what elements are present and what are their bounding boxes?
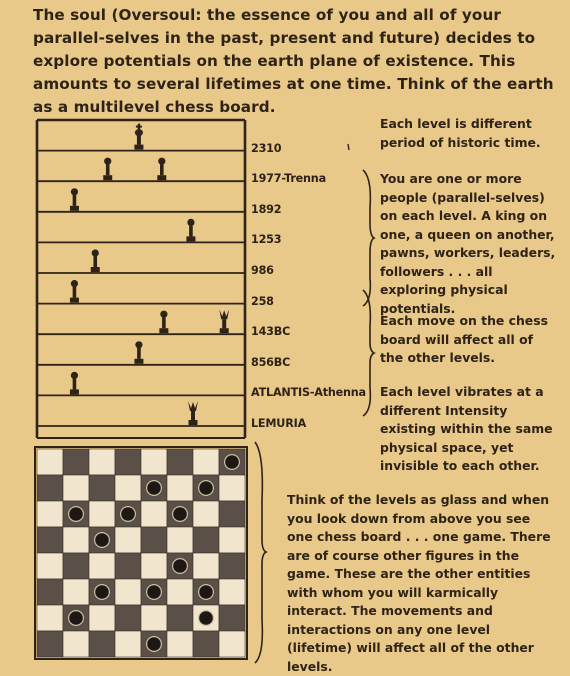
light-square [37, 449, 63, 475]
checker-piece [173, 559, 188, 574]
checker-piece [173, 507, 188, 522]
pawn-piece [134, 341, 143, 364]
dark-square [115, 449, 141, 475]
light-square [37, 553, 63, 579]
light-square [115, 527, 141, 553]
pawn-piece [159, 311, 168, 334]
dark-square [63, 449, 89, 475]
light-square [167, 631, 193, 657]
light-square [167, 475, 193, 501]
light-square [37, 605, 63, 631]
dark-square [37, 631, 63, 657]
dark-square [167, 605, 193, 631]
checker-piece [225, 455, 240, 470]
pawn-piece [186, 219, 195, 242]
chess-board [34, 446, 246, 670]
light-square [141, 449, 167, 475]
dark-square [63, 553, 89, 579]
dark-square [115, 553, 141, 579]
light-square [115, 579, 141, 605]
note-historic-time: Each level is different period of historic time. [380, 116, 541, 150]
level-label: 143BC [251, 325, 291, 339]
level-label: 2310 [251, 141, 282, 155]
brace-parallel-selves [360, 168, 376, 308]
light-square [219, 579, 245, 605]
light-square [193, 553, 219, 579]
dark-square [37, 527, 63, 553]
checker-piece [121, 507, 136, 522]
checker-piece [147, 585, 162, 600]
light-square [115, 631, 141, 657]
pawn-piece [70, 280, 79, 303]
closing-paragraph: Think of the levels as glass and when you look down from above you see one chess board . . . one game. There are of course other figures in the game. These are the other entities with whom you will karmically interact. The movements and interactions on any one level (lifetime) will affect all of the other levels. [287, 492, 551, 674]
dark-square [219, 605, 245, 631]
light-square [193, 449, 219, 475]
pawn-piece [70, 372, 79, 395]
checker-piece [199, 481, 214, 496]
checker-piece [95, 585, 110, 600]
light-square [63, 579, 89, 605]
light-square [141, 605, 167, 631]
dark-square [37, 579, 63, 605]
note-each-move: Each move on the chess board will affect all of the other levels. [380, 313, 548, 365]
level-label: 1892 [251, 202, 282, 216]
light-square [89, 501, 115, 527]
checker-piece [69, 507, 84, 522]
level-label: 1977-Trenna [251, 172, 326, 186]
note-vibrates: Each level vibrates at a different Intensity existing within the same physical space, yet invisible to each other. [380, 384, 553, 473]
checker-piece [147, 637, 162, 652]
queen-piece [219, 309, 229, 333]
light-square [115, 475, 141, 501]
light-square [89, 449, 115, 475]
light-square [167, 579, 193, 605]
level-label: ATLANTIS-Athenna [251, 386, 366, 400]
checker-piece [147, 481, 162, 496]
light-square [89, 553, 115, 579]
level-label: 856BC [251, 355, 291, 369]
dark-square [193, 631, 219, 657]
checker-piece [69, 611, 84, 626]
light-square [63, 475, 89, 501]
queen-piece [188, 401, 198, 425]
light-square [219, 631, 245, 657]
level-label: 258 [251, 294, 274, 308]
brace-board [252, 440, 268, 665]
light-square [219, 475, 245, 501]
level-label: 986 [251, 264, 274, 277]
dark-square [219, 553, 245, 579]
light-square [89, 605, 115, 631]
intro-paragraph: The soul (Oversoul: the essence of you and all of your parallel-selves in the past, present and future) decides to explore potentials on the earth plane of existence. This amounts to several lifetimes at one time. Think of the earth as a multilevel chess board. [33, 6, 554, 116]
pawn-piece [91, 249, 100, 272]
checker-piece [95, 533, 110, 548]
dark-square [37, 475, 63, 501]
light-square [219, 527, 245, 553]
dark-square [89, 475, 115, 501]
dark-square [193, 527, 219, 553]
light-square [141, 501, 167, 527]
checker-piece [199, 585, 214, 600]
pawn-piece [157, 158, 166, 181]
dark-square [89, 631, 115, 657]
pawn-piece [70, 188, 79, 211]
light-square [167, 527, 193, 553]
tick-mark [346, 143, 352, 151]
light-square [37, 501, 63, 527]
light-square [193, 501, 219, 527]
light-square [141, 553, 167, 579]
dark-square [167, 449, 193, 475]
level-label: LEMURIA [251, 417, 307, 430]
king-piece [134, 124, 143, 150]
light-square [63, 631, 89, 657]
dark-square [219, 501, 245, 527]
note-parallel-selves: You are one or more people (parallel-selves) on each level. A king on one, a queen on another, pawns, workers, leaders, followers . . . all exploring physical potentials. [380, 171, 556, 316]
light-square [63, 527, 89, 553]
dark-square [141, 527, 167, 553]
level-label: 1253 [251, 233, 282, 247]
checker-piece [199, 611, 214, 626]
dark-square [115, 605, 141, 631]
pawn-piece [103, 158, 112, 181]
brace-levels [360, 288, 376, 418]
